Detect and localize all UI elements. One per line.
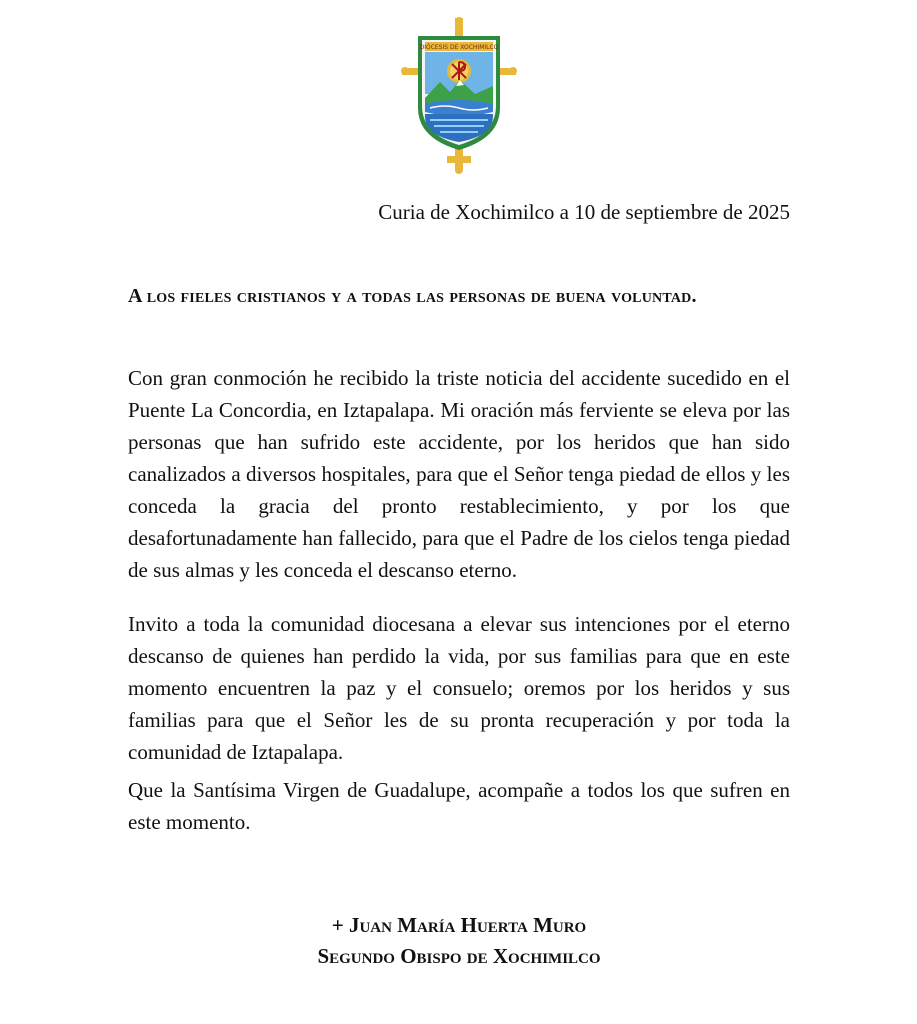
letter-paragraph: Que la Santísima Virgen de Guadalupe, acompañe a todos los que sufren en este momento. xyxy=(128,778,790,834)
letter-paragraph: Con gran conmoción he recibido la triste noticia del accidente sucedido en el Puente La Concordia, en Iztapalapa. Mi oración más ferviente se eleva por las personas que han sufrido este accidente, por los heridos que han sido canalizados a diversos hospitales, para que el Señor tenga piedad de ellos y les conceda la gracia del pronto restablecimiento, y por los que desafortunadamente han fallecido, para que el Padre de los cielos tenga piedad de sus almas y les conceda el descanso eterno. xyxy=(128,366,790,582)
letter-paragraph: Invito a toda la comunidad diocesana a elevar sus intenciones por el eterno descanso de quienes han perdido la vida, por sus familias para que en este momento encuentren la paz y el consuelo; oremos por los heridos y sus familias para que el Señor les de su pronta recuperación y por toda la comunidad de Iztapalapa. xyxy=(128,612,790,764)
letter-addressee: A los fieles cristianos y a todas las personas de buena voluntad. xyxy=(128,285,697,307)
diocese-crest-icon xyxy=(400,16,518,174)
signature-title: Segundo Obispo de Xochimilco xyxy=(317,944,601,968)
date-line: Curia de Xochimilco a 10 de septiembre de 2025 xyxy=(378,200,790,224)
signature-name: + Juan María Huerta Muro xyxy=(331,913,587,937)
signature-block xyxy=(150,910,768,972)
svg-text:DIÓCESIS DE XOCHIMILCO: DIÓCESIS DE XOCHIMILCO xyxy=(419,44,499,51)
